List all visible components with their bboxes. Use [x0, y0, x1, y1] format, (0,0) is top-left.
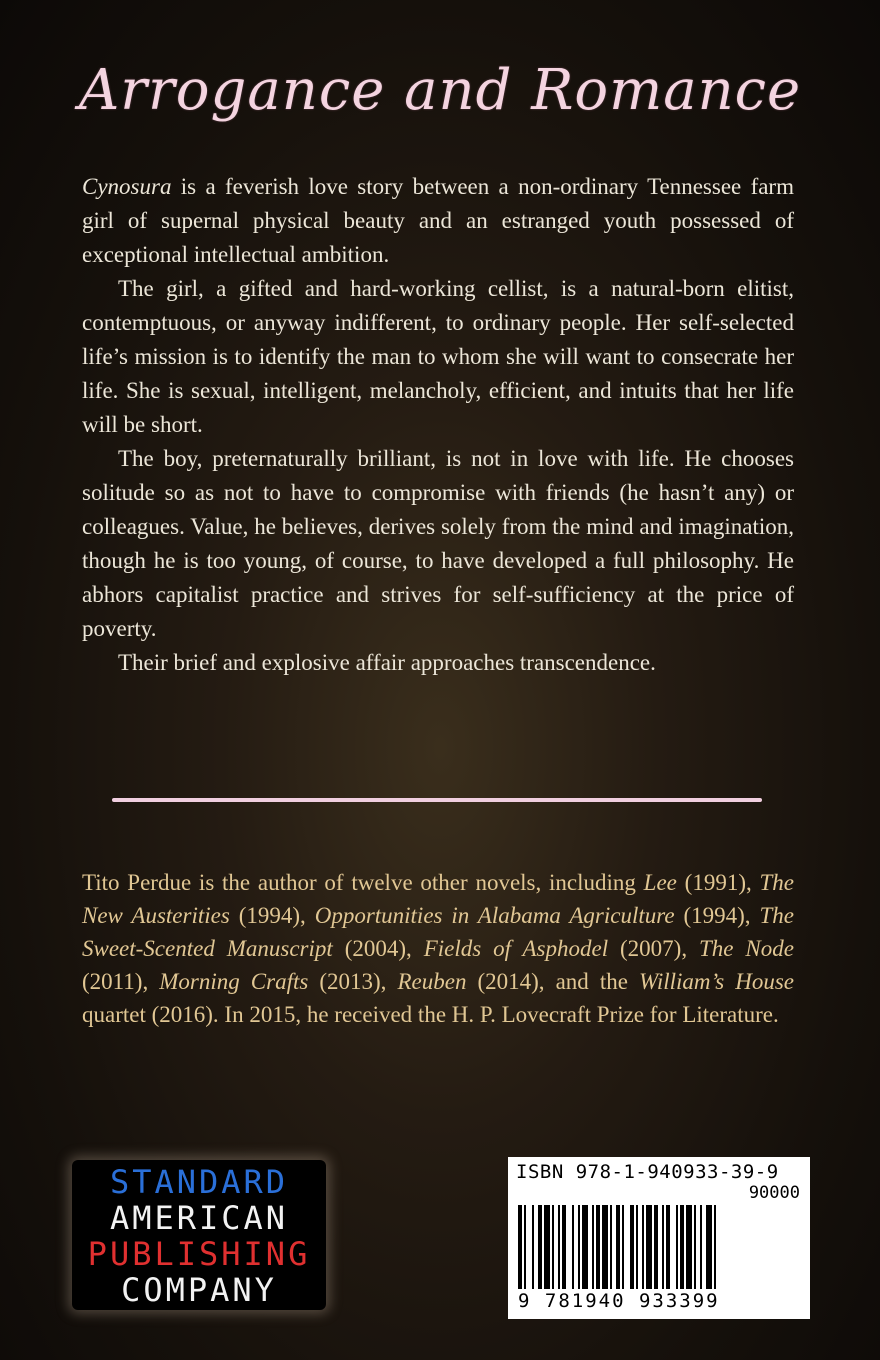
- book-blurb: [82, 170, 794, 680]
- ean-number: 9 781940 933399: [518, 1290, 720, 1312]
- bio-text: Tito Perdue is the author of twelve other novels, including: [82, 870, 644, 895]
- bio-text: (2013),: [308, 969, 398, 994]
- book-title-italic: Cynosura: [82, 174, 172, 199]
- bio-text: quartet (2016). In 2015, he received the H. P. Lovecraft Prize for Literature.: [82, 1002, 779, 1027]
- barcode-bars: [518, 1205, 800, 1289]
- blurb-paragraph-2: The girl, a gifted and hard-working cellist, is a natural-born elitist, contemptuous, or anyway indifferent, to ordinary people. Her self-selected life’s mission is to identify the man to whom she will want to consecrate her life. She is sexual, intelligent, melancholy, efficient, and intuits that her life will be short.: [82, 276, 794, 437]
- bio-book-title: The Sweet-Scented Manuscript: [82, 903, 794, 961]
- publisher-logo: [72, 1160, 326, 1310]
- bio-book-title: Fields of Asphodel: [423, 936, 609, 961]
- bio-book-title: The New Austerities: [82, 870, 794, 928]
- bio-text: (2011),: [82, 969, 160, 994]
- bio-book-title: Morning Crafts: [159, 969, 309, 994]
- logo-line-american: AMERICAN: [109, 1199, 289, 1237]
- bio-book-title: Reuben: [397, 969, 467, 994]
- bio-book-title: Opportunities in Alabama Agriculture: [314, 903, 675, 928]
- blurb-paragraph-3: The boy, preternaturally brilliant, is not in love with life. He chooses solitude so as not to have to compromise with friends (he hasn’t any) or colleagues. Value, he believes, derives solely from the mind and imagination, though he is too young, of course, to have developed a full philosophy. He abhors capitalist practice and strives for self-sufficiency at the price of poverty.: [82, 446, 794, 641]
- logo-line-standard: STANDARD: [109, 1163, 289, 1201]
- blurb-paragraph-4: Their brief and explosive affair approaches transcendence.: [118, 650, 656, 675]
- bio-book-title: The Node: [699, 936, 794, 961]
- logo-line-publishing: PUBLISHING: [87, 1235, 311, 1273]
- bio-text: (2014), and the: [466, 969, 639, 994]
- bio-book-title: Lee: [643, 870, 677, 895]
- isbn-text: ISBN 978-1-940933-39-9: [516, 1161, 779, 1183]
- blurb-paragraph-1: [82, 170, 794, 272]
- bio-text: (2004),: [332, 936, 424, 961]
- bio-book-title: William’s House: [638, 969, 794, 994]
- back-cover-title: Arrogance and Romance: [78, 58, 802, 123]
- bio-text: (1994),: [229, 903, 315, 928]
- author-bio: [82, 866, 794, 1031]
- bio-text: (2007),: [608, 936, 700, 961]
- bio-text: (1991),: [676, 870, 760, 895]
- logo-line-company: COMPANY: [121, 1271, 277, 1309]
- price-code: 90000: [748, 1183, 800, 1203]
- blurb-p1-text: is a feverish love story between a non-ordinary Tennessee farm girl of supernal physical beauty and an estranged youth possessed of exceptional intellectual ambition.: [82, 174, 794, 267]
- isbn-barcode: [508, 1157, 810, 1319]
- bio-text: (1994),: [674, 903, 760, 928]
- pink-divider-line: [112, 798, 762, 802]
